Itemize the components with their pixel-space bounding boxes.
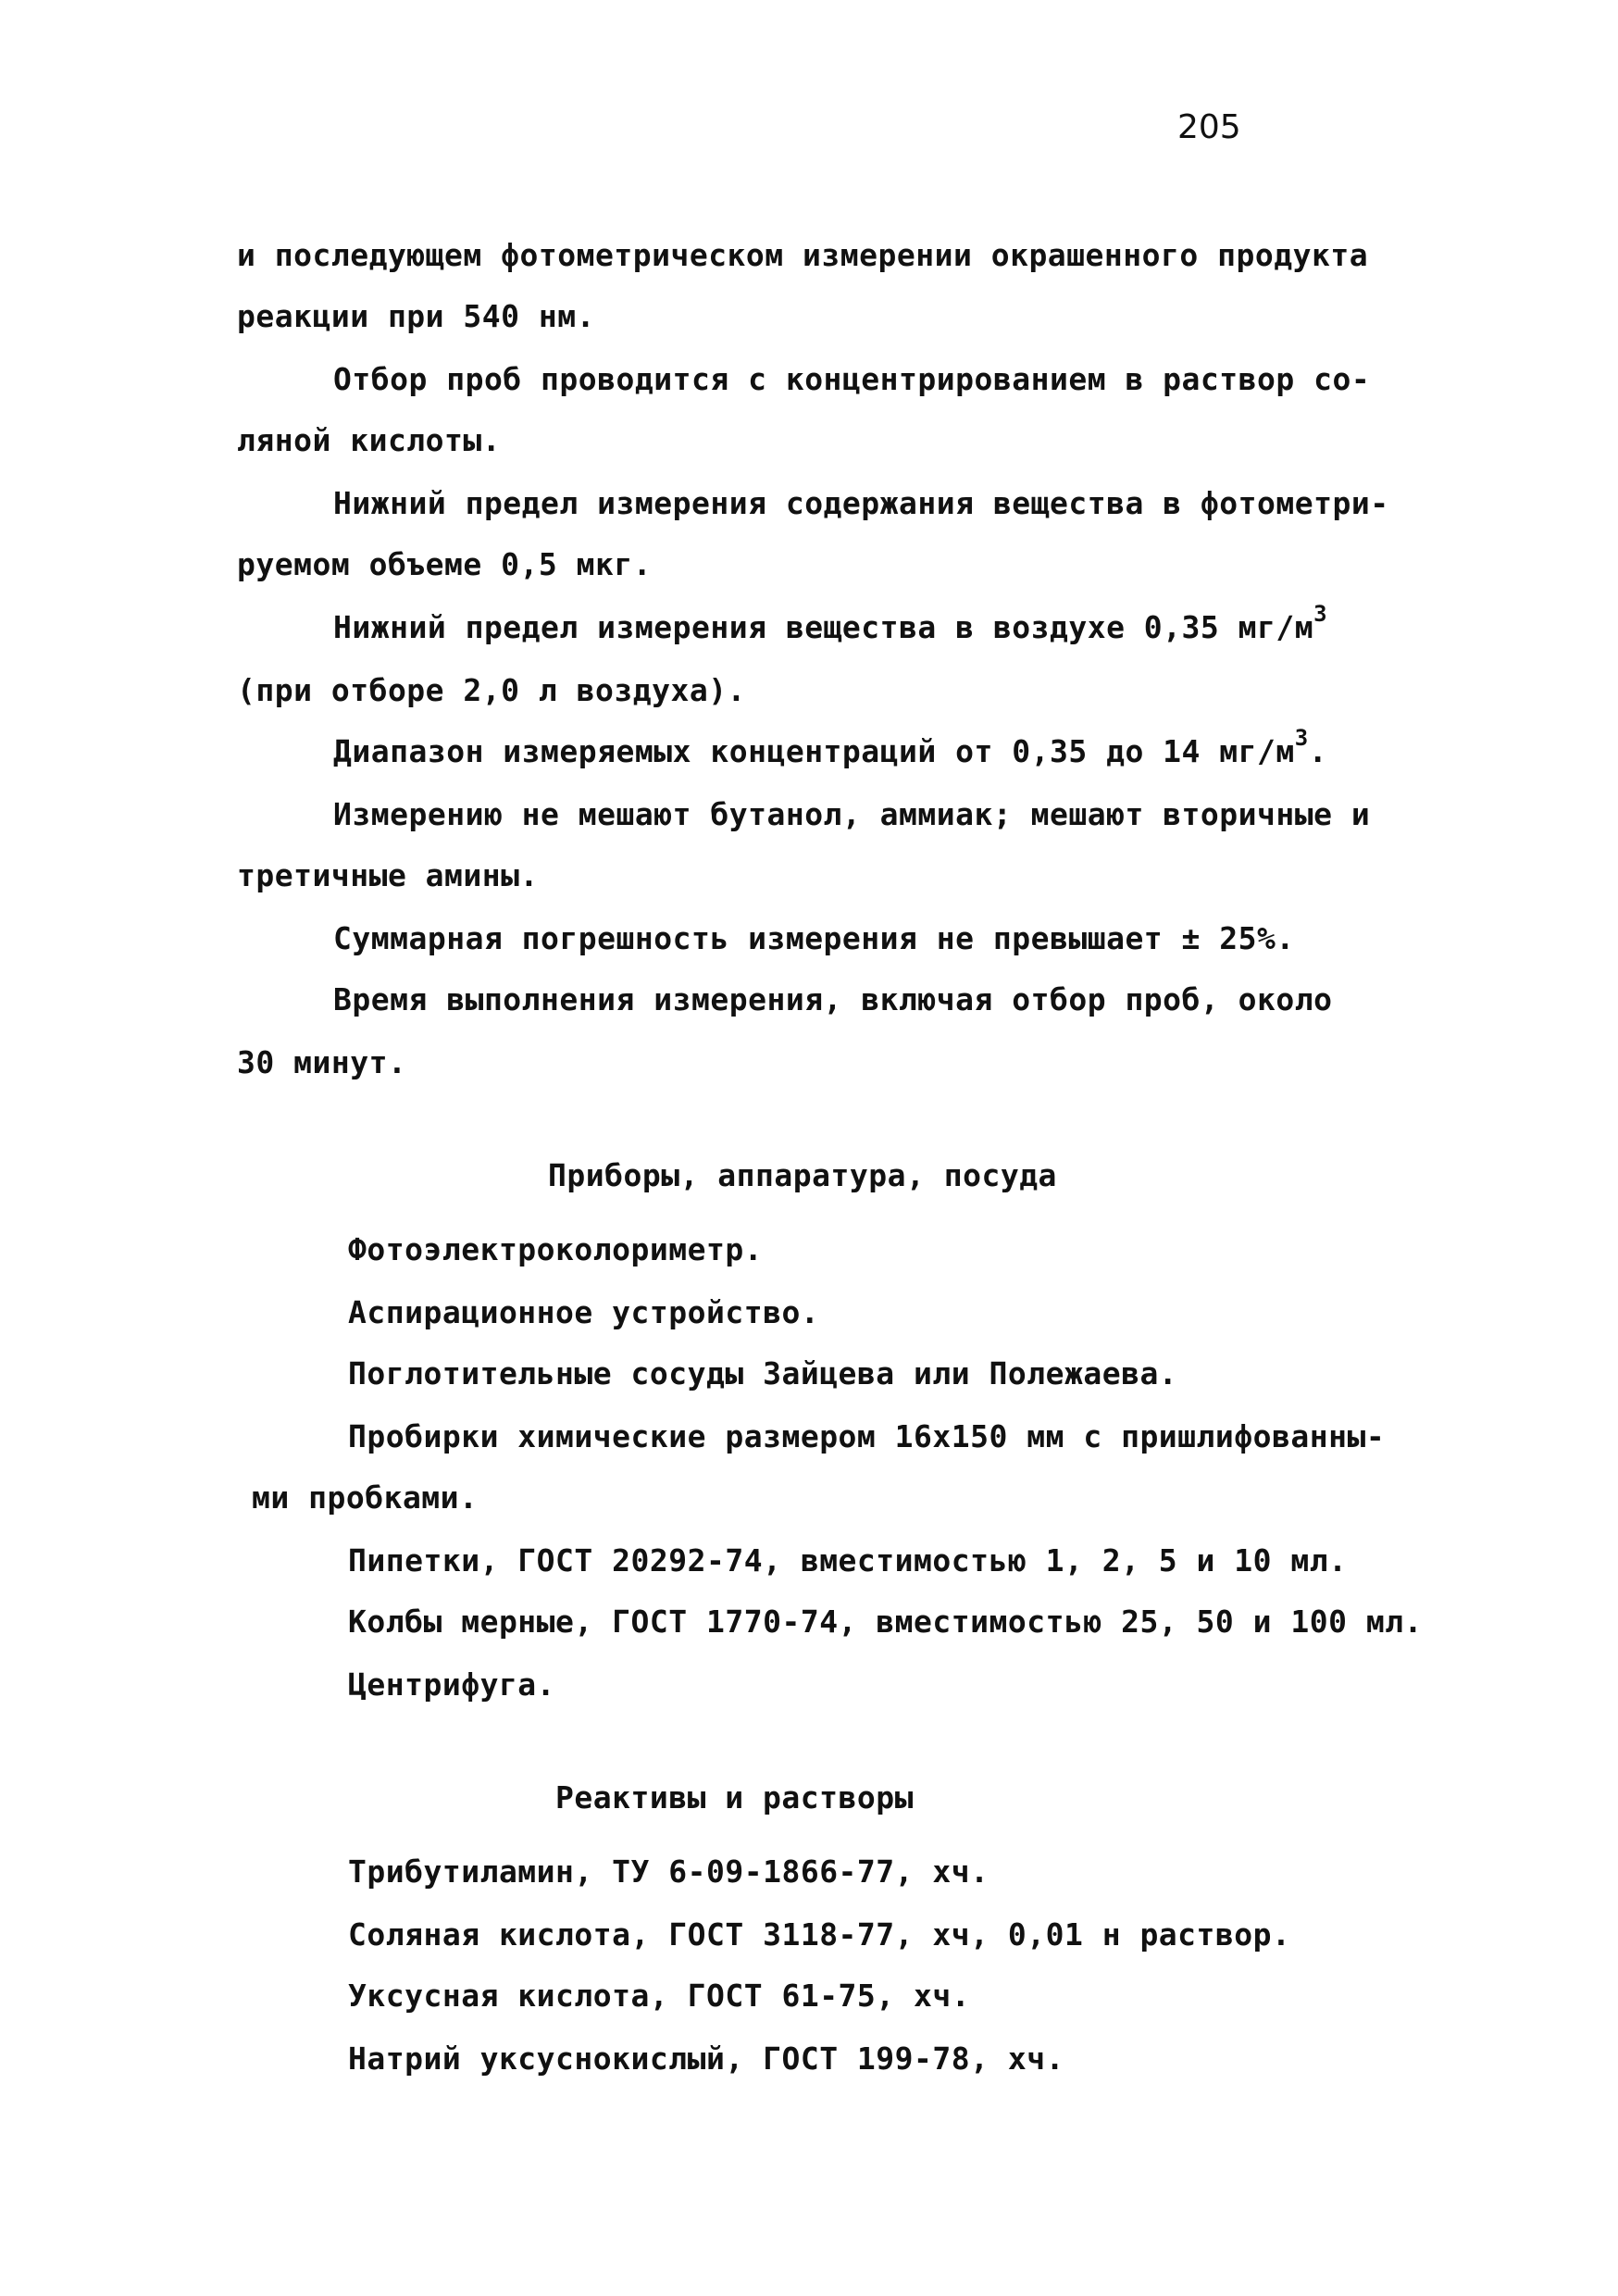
text-line: 30 минут. xyxy=(237,1044,407,1080)
superscript: 3 xyxy=(1313,601,1328,627)
superscript: 3 xyxy=(1294,725,1309,751)
list-item: Фотоэлектроколориметр. xyxy=(348,1231,764,1267)
text-fragment: . xyxy=(1308,733,1328,769)
list-item: Соляная кислота, ГОСТ 3118-77, хч, 0,01 н раствор. xyxy=(348,1916,1291,1953)
list-item: Колбы мерные, ГОСТ 1770-74, вместимостью 25, 50 и 100 мл. xyxy=(348,1603,1423,1640)
list-item: Пробирки химические размером 16х150 мм с пришлифованны- xyxy=(348,1418,1386,1454)
section-heading-reagents: Реактивы и растворы xyxy=(555,1779,914,1816)
text-line: руемом объеме 0,5 мкг. xyxy=(237,546,653,582)
text-line xyxy=(333,601,1328,646)
text-line xyxy=(333,725,1328,770)
text-line: и последующем фотометрическом измерении окрашенного продукта xyxy=(237,237,1369,273)
section-heading-instruments: Приборы, аппаратура, посуда xyxy=(548,1157,1057,1193)
text-line: Суммарная погрешность измерения не превышает ± 25%. xyxy=(333,920,1295,956)
text-line: реакции при 540 нм. xyxy=(237,298,595,334)
text-line: третичные амины. xyxy=(237,857,539,893)
text-line: (при отборе 2,0 л воздуха). xyxy=(237,672,746,708)
page-number: 205 xyxy=(1177,108,1241,146)
list-item: Трибутиламин, ТУ 6-09-1866-77, хч. xyxy=(348,1853,989,1890)
text-line: Измерению не мешают бутанол, аммиак; мешают вторичные и xyxy=(333,796,1371,832)
list-item: Аспирационное устройство. xyxy=(348,1294,820,1330)
text-line: Время выполнения измерения, включая отбор проб, около xyxy=(333,981,1333,1017)
list-item: Поглотительные сосуды Зайцева или Полежаева. xyxy=(348,1355,1178,1391)
text-line: Нижний предел измерения содержания вещества в фотометри- xyxy=(333,485,1389,521)
text-fragment: Диапазон измеряемых концентраций от 0,35 до 14 мг/м xyxy=(333,733,1295,769)
text-line: Отбор проб проводится с концентрированием в раствор со- xyxy=(333,361,1371,397)
text-line: ляной кислоты. xyxy=(237,422,502,458)
list-item: Натрий уксуснокислый, ГОСТ 199-78, хч. xyxy=(348,2040,1064,2077)
list-item: Центрифуга. xyxy=(348,1666,556,1703)
text-fragment: Нижний предел измерения вещества в воздухе 0,35 мг/м xyxy=(333,609,1314,645)
list-item: ми пробками. xyxy=(252,1479,479,1516)
list-item: Пипетки, ГОСТ 20292-74, вместимостью 1, 2, 5 и 10 мл. xyxy=(348,1542,1348,1578)
list-item: Уксусная кислота, ГОСТ 61-75, хч. xyxy=(348,1978,971,2014)
